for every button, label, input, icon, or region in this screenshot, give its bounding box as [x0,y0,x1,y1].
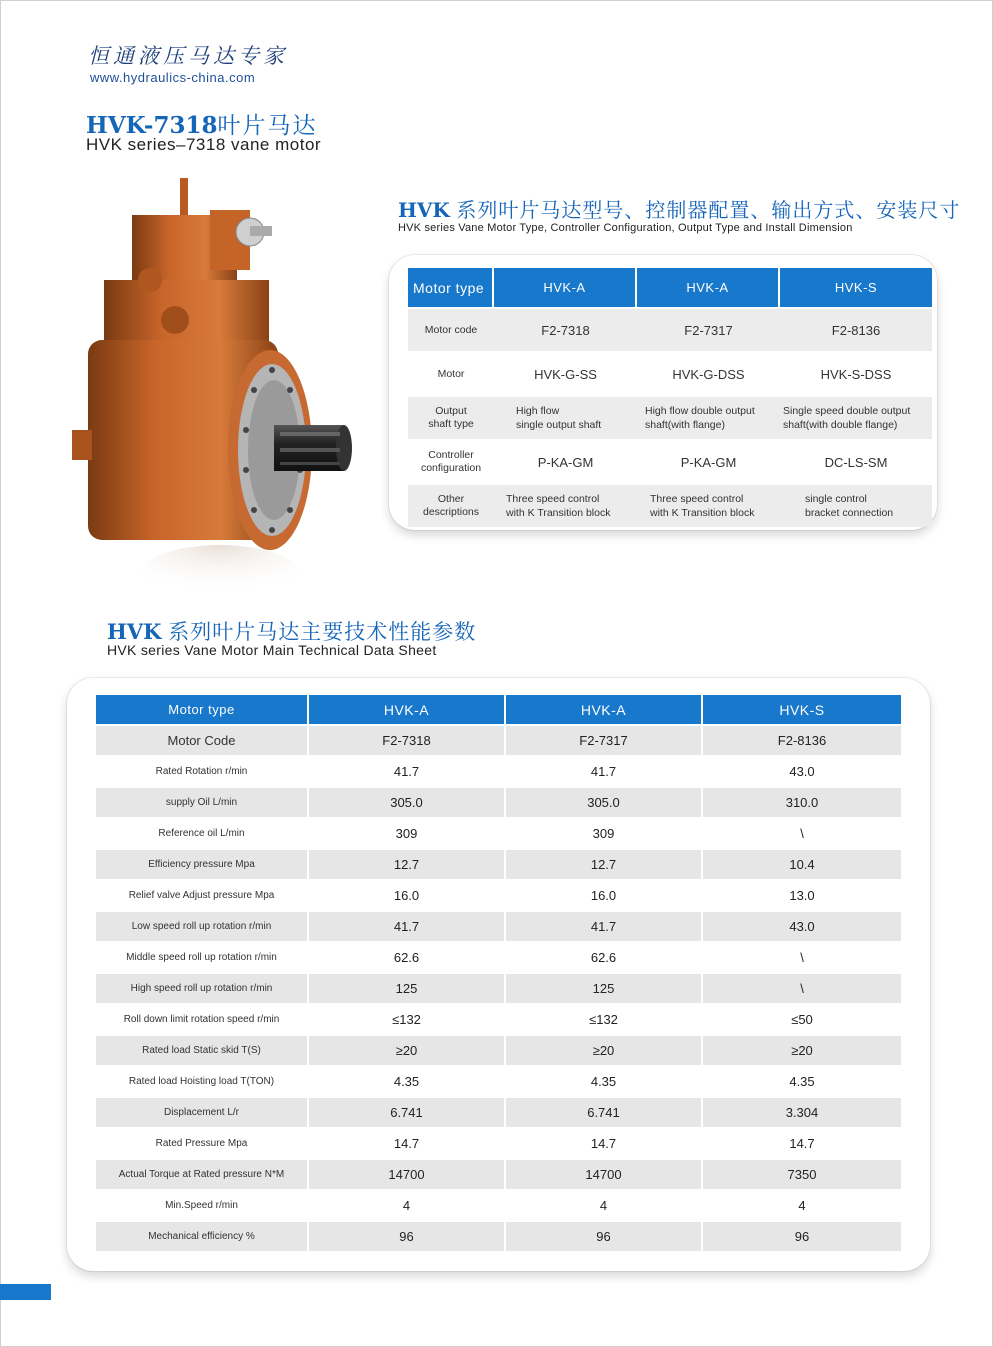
column-header: HVK-S [780,268,932,307]
column-header: HVK-S [703,695,901,724]
table-cell: DC-LS-SM [780,439,932,483]
table-cell: 309 [309,817,506,848]
row-label: Motor code [408,307,494,351]
table-row [408,439,932,483]
row-label [408,439,494,483]
cell-line: shaft(with flange) [645,419,725,431]
row-label: Reference oil L/min [96,817,309,848]
table-cell: 41.7 [506,910,703,941]
table-cell: 43.0 [703,755,901,786]
table-cell: 62.6 [309,941,506,972]
table-cell: \ [703,941,901,972]
table-row [96,1096,901,1127]
table-row [96,848,901,879]
model-code: HVK-7318 [86,112,218,139]
row-label: Displacement L/r [96,1096,309,1127]
table-cell: F2-7317 [506,724,703,755]
table-cell: 4 [703,1189,901,1220]
table-cell: ≤50 [703,1003,901,1034]
column-header: Motor type [408,268,494,307]
table-cell [780,395,932,439]
section2-subtitle: HVK series Vane Motor Main Technical Data Sheet [107,642,437,658]
row-label: Mechanical efficiency % [96,1220,309,1251]
table-cell: 13.0 [703,879,901,910]
table-cell: \ [703,972,901,1003]
section1-title-cn: 系列叶片马达型号、控制器配置、输出方式、安装尺寸 [449,200,961,222]
column-header: Motor type [96,695,309,724]
table-row [408,307,932,351]
table-cell: 4.35 [309,1065,506,1096]
cell-line: Three speed control [650,493,744,505]
table-cell [637,483,780,527]
row-label-line: Controller [428,449,474,461]
cell-line: with K Transition block [506,507,611,519]
row-label: Rated Rotation r/min [96,755,309,786]
table-cell: P-KA-GM [637,439,780,483]
table-cell: F2-7318 [494,307,637,351]
table-cell [494,395,637,439]
table-cell: 10.4 [703,848,901,879]
table-cell: ≥20 [703,1034,901,1065]
section2-title-cn: 系列叶片马达主要技术性能参数 [161,621,477,644]
table-cell: 6.741 [506,1096,703,1127]
brand-logo-text: 恒通液压马达专家 [88,44,288,68]
cell-line: High flow [516,405,560,417]
table-cell: P-KA-GM [494,439,637,483]
table-row [96,1158,901,1189]
table-cell: 4.35 [506,1065,703,1096]
table-cell: 96 [309,1220,506,1251]
row-label: Motor [408,351,494,395]
motor-photo [60,170,360,600]
section1-subtitle: HVK series Vane Motor Type, Controller Configuration, Output Type and Install Dimension [398,222,853,234]
table-cell: 4.35 [703,1065,901,1096]
page-corner-accent [0,1284,51,1300]
table-cell: 96 [703,1220,901,1251]
table-cell: 43.0 [703,910,901,941]
table-row [96,1189,901,1220]
table-cell: F2-8136 [703,724,901,755]
table-cell: 4 [309,1189,506,1220]
table-cell: 14.7 [309,1127,506,1158]
row-label-line: configuration [420,462,482,474]
table-cell [494,483,637,527]
table-row [96,910,901,941]
cell-line: single control [805,493,867,505]
table-cell [780,483,932,527]
row-label: Rated load Static skid T(S) [96,1034,309,1065]
table-cell: ≤132 [309,1003,506,1034]
table-cell [637,395,780,439]
table-cell: 305.0 [309,786,506,817]
table-cell: 125 [309,972,506,1003]
table-row [96,1065,901,1096]
table-cell: F2-7317 [637,307,780,351]
row-label-line: descriptions [422,506,480,518]
row-label: Rated Pressure Mpa [96,1127,309,1158]
column-header: HVK-A [506,695,703,724]
section1-title [398,194,960,223]
table-cell: 96 [506,1220,703,1251]
section1-title-code: HVK [398,198,450,222]
table-header-row [96,695,901,724]
table-cell: 14700 [309,1158,506,1189]
table-cell: 6.741 [309,1096,506,1127]
tech-data-table [96,695,901,1251]
table-cell: 7350 [703,1158,901,1189]
table-cell: 41.7 [506,755,703,786]
column-header: HVK-A [637,268,780,307]
table-cell: 14.7 [703,1127,901,1158]
table-cell: 41.7 [309,755,506,786]
table-cell: HVK-G-SS [494,351,637,395]
row-label [408,483,494,527]
table-cell: ≥20 [309,1034,506,1065]
table-cell: 12.7 [506,848,703,879]
table-row [96,1220,901,1251]
row-label: Low speed roll up rotation r/min [96,910,309,941]
table-row [96,755,901,786]
table-cell: 4 [506,1189,703,1220]
cell-line: bracket connection [805,507,894,519]
table-row [96,724,901,755]
table-cell: 14700 [506,1158,703,1189]
section2-title-code: HVK [107,619,162,644]
table-header-row [408,268,932,307]
table-cell: 41.7 [309,910,506,941]
table-row [96,817,901,848]
table-row [96,1127,901,1158]
row-label: High speed roll up rotation r/min [96,972,309,1003]
row-label: Rated load Hoisting load T(TON) [96,1065,309,1096]
column-header: HVK-A [494,268,637,307]
table-cell: 62.6 [506,941,703,972]
column-header: HVK-A [309,695,506,724]
cell-line: High flow double output [645,405,755,417]
table-cell: F2-7318 [309,724,506,755]
row-label [408,395,494,439]
cell-line: shaft(with double flange) [783,419,898,431]
cell-line: with K Transition block [650,507,755,519]
table-row [96,879,901,910]
table-cell: 14.7 [506,1127,703,1158]
table-cell: ≤132 [506,1003,703,1034]
table-cell: 12.7 [309,848,506,879]
table-cell: HVK-G-DSS [637,351,780,395]
table-cell: 309 [506,817,703,848]
table-cell: 3.304 [703,1096,901,1127]
table-row [408,483,932,527]
row-label-line: Output [435,405,467,417]
row-label: Middle speed roll up rotation r/min [96,941,309,972]
table-row [96,786,901,817]
table-row [408,351,932,395]
cell-line: Single speed double output [783,405,911,417]
table-cell: 16.0 [309,879,506,910]
row-label: Motor Code [96,724,309,755]
cell-line: single output shaft [516,419,602,431]
table-row [96,972,901,1003]
table-cell: F2-8136 [780,307,932,351]
cell-line: Three speed control [506,493,600,505]
table-cell: \ [703,817,901,848]
row-label: supply Oil L/min [96,786,309,817]
table-row [408,395,932,439]
page-subtitle: HVK series–7318 vane motor [86,135,322,154]
row-label-line: shaft type [428,418,474,430]
row-label: Actual Torque at Rated pressure N*M [96,1158,309,1189]
table-cell: HVK-S-DSS [780,351,932,395]
table-row [96,1003,901,1034]
row-label: Roll down limit rotation speed r/min [96,1003,309,1034]
table-cell: 310.0 [703,786,901,817]
model-cn-title: 叶片马达 [217,112,318,138]
table-row [96,1034,901,1065]
config-table [408,268,932,527]
row-label: Efficiency pressure Mpa [96,848,309,879]
row-label-line: Other [437,493,465,505]
table-cell: 305.0 [506,786,703,817]
row-label: Relief valve Adjust pressure Mpa [96,879,309,910]
table-cell: ≥20 [506,1034,703,1065]
table-row [96,941,901,972]
brand-url[interactable]: www.hydraulics-china.com [90,70,256,85]
table-cell: 16.0 [506,879,703,910]
table-cell: 125 [506,972,703,1003]
row-label: Min.Speed r/min [96,1189,309,1220]
